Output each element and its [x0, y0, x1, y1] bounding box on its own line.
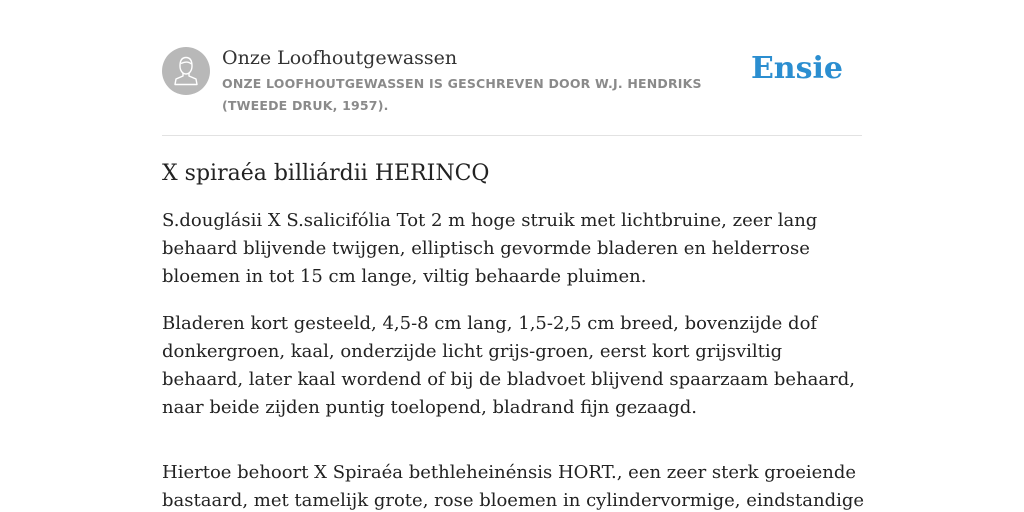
user-icon [162, 47, 210, 95]
book-header [162, 46, 862, 136]
ensie-logo[interactable]: Ensie [750, 51, 843, 86]
book-subtitle: ONZE LOOFHOUTGEWASSEN IS GESCHREVEN DOOR W.J. HENDRIKS (TWEEDE DRUK, 1957). [222, 76, 702, 113]
article-paragraph: Hiertoe behoort X Spiraéa bethleheinénsis HORT., een zeer sterk groeiende bastaard, met tamelijk grote, rose bloemen in cylindervormige, eindstandige [162, 462, 865, 511]
author-avatar[interactable] [162, 47, 210, 95]
book-title[interactable]: Onze Loofhoutgewassen [222, 47, 458, 69]
article-paragraph: Bladeren kort gesteeld, 4,5-8 cm lang, 1,5-2,5 cm breed, bovenzijde dof donkergroen, kaal, onderzijde licht grijs-groen, eerst kort grijsviltig behaard, later kaal wordend of bij de bladvoet blijvend spaarzaam behaard, naar beide zijden puntig toelopend, bladrand fijn gezaagd. [162, 313, 855, 418]
article [162, 157, 867, 512]
book-info [222, 46, 762, 117]
entry-title: X spiraéa billiárdii HERINCQ [162, 161, 490, 186]
article-paragraph: S.douglásii X S.salicifólia Tot 2 m hoge struik met lichtbruine, zeer lang behaard blijvende twijgen, elliptisch gevormde bladeren en helderrose bloemen in tot 15 cm lange, viltig behaarde pluimen. [162, 210, 818, 287]
header-divider [162, 135, 862, 136]
